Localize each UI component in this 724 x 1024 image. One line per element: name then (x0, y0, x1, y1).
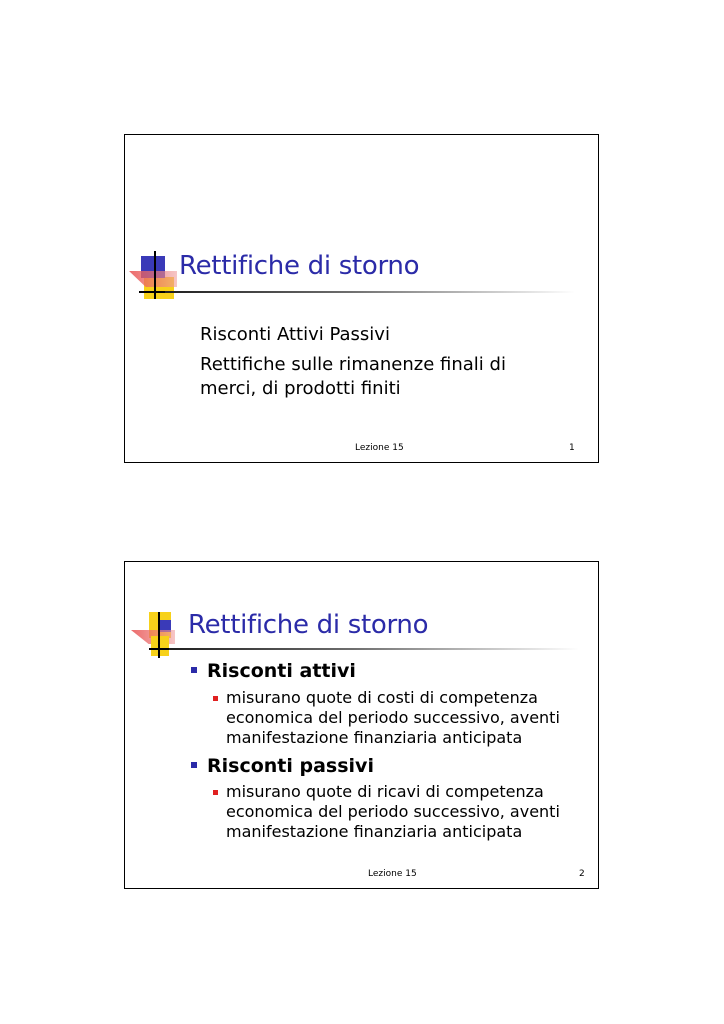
sub-bullet-line: misurano quote di costi di competenza (226, 688, 538, 707)
slide-2 (124, 561, 599, 889)
slide-number: 2 (579, 869, 585, 879)
bullet-label: Risconti attivi (207, 660, 356, 682)
slide-footer: Lezione 15 (355, 443, 404, 453)
title-rule (169, 648, 579, 650)
bullet-square-icon (213, 696, 218, 701)
bullet-item (191, 660, 356, 682)
bullet-square-icon (191, 667, 197, 673)
sub-bullet (226, 688, 586, 748)
slide-1 (124, 134, 599, 463)
body-line: Risconti Attivi Passivi (200, 324, 390, 345)
slide-title: Rettifiche di storno (179, 251, 420, 281)
slide-decoration (129, 612, 189, 672)
title-rule (165, 291, 575, 293)
sub-bullet-line: misurano quote di ricavi di competenza (226, 782, 544, 801)
body-line: merci, di prodotti finiti (200, 378, 401, 399)
bullet-item (191, 755, 374, 777)
bullet-square-icon (213, 790, 218, 795)
sub-bullet-line: economica del periodo successivo, aventi (226, 708, 560, 727)
sub-bullet-line: manifestazione finanziaria anticipata (226, 822, 523, 841)
sub-bullet-line: economica del periodo successivo, aventi (226, 802, 560, 821)
bullet-square-icon (191, 762, 197, 768)
sub-bullet (226, 782, 586, 842)
slide-number: 1 (569, 443, 575, 453)
sub-bullet-line: manifestazione finanziaria anticipata (226, 728, 523, 747)
body-line: Rettifiche sulle rimanenze finali di (200, 354, 506, 375)
slide-footer: Lezione 15 (368, 869, 417, 879)
bullet-label: Risconti passivi (207, 755, 374, 777)
slide-title: Rettifiche di storno (188, 610, 429, 640)
